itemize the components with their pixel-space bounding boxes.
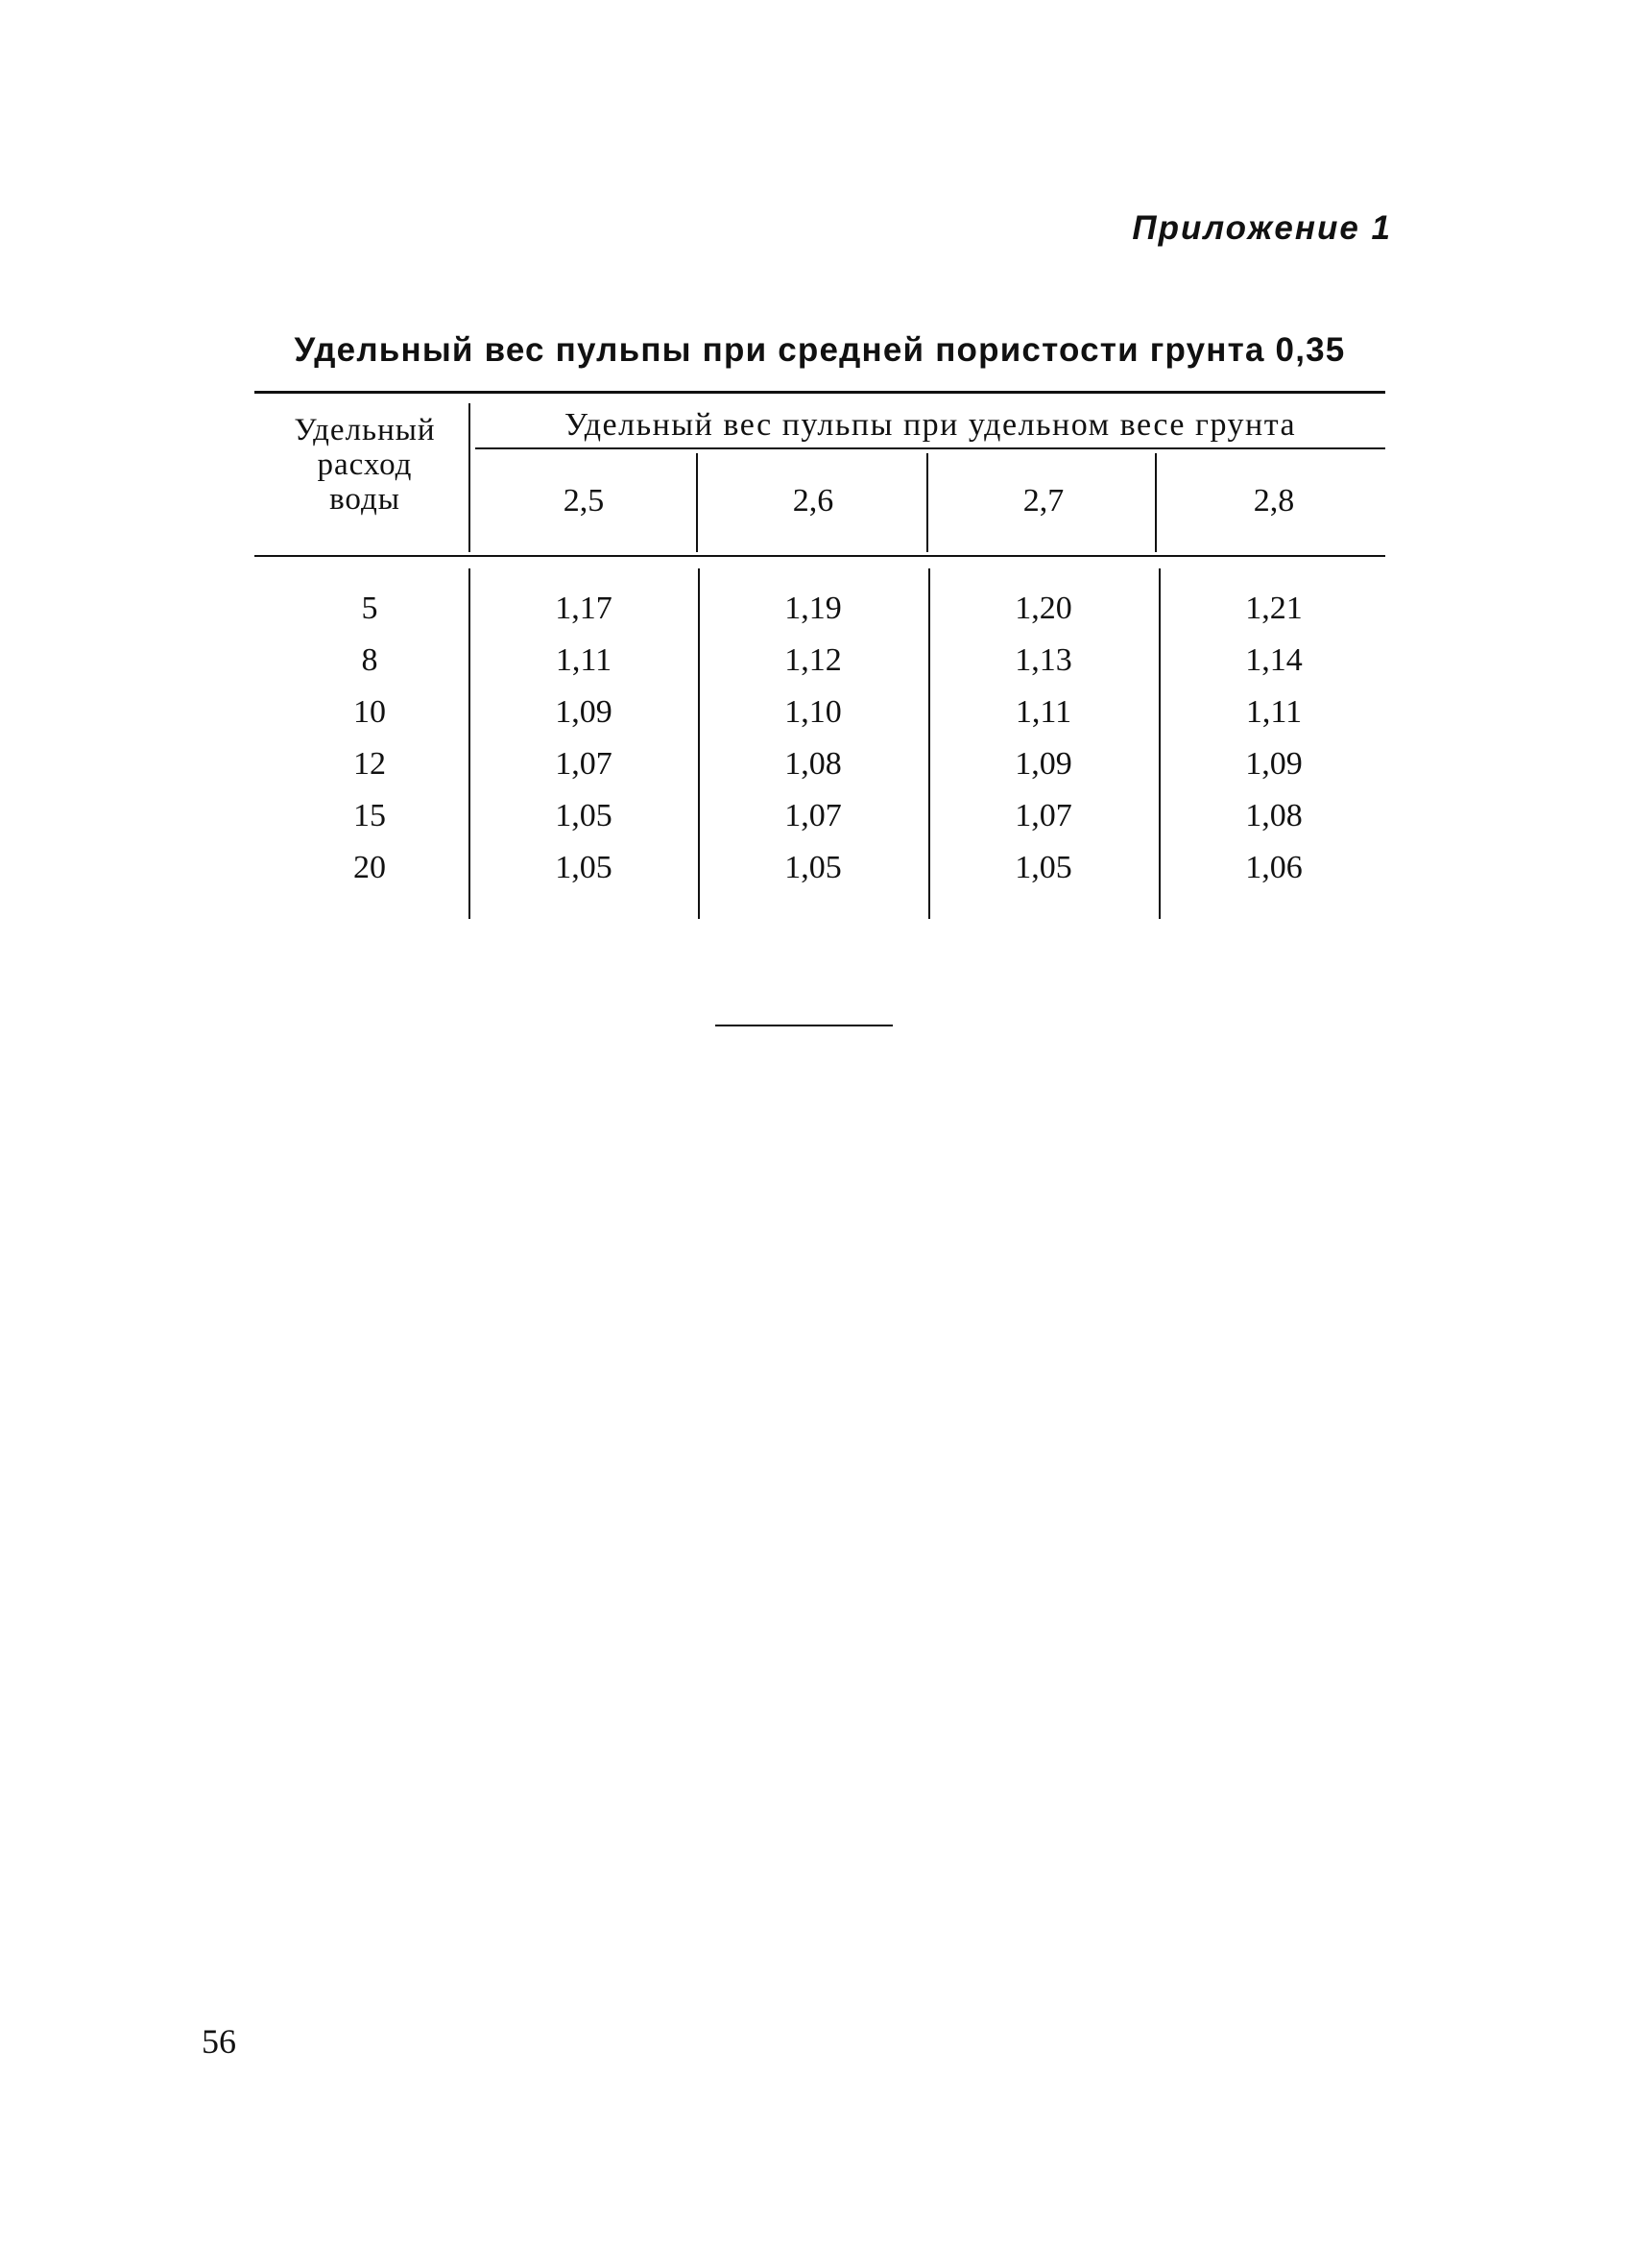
table-cell: 1,20	[1015, 591, 1072, 626]
table-cell: 1,08	[784, 746, 842, 782]
row-label: 10	[353, 694, 386, 730]
header-bottom-rule	[254, 555, 1385, 557]
appendix-label: Приложение 1	[1132, 209, 1392, 247]
table-cell: 1,07	[784, 798, 842, 833]
table-cell: 1,11	[1245, 694, 1303, 730]
row-label: 12	[353, 746, 386, 782]
table-cell: 1,07	[1015, 798, 1072, 833]
table-cell: 1,06	[1245, 850, 1303, 885]
table-cell: 1,05	[1015, 850, 1072, 885]
table-cell: 1,09	[555, 694, 612, 730]
table-cell: 1,19	[784, 591, 842, 626]
table-cell: 1,05	[555, 798, 612, 833]
table-cell: 1,10	[784, 694, 842, 730]
table-cell: 1,05	[555, 850, 612, 885]
table-top-rule	[254, 391, 1385, 394]
table-cell: 1,11	[1015, 694, 1072, 730]
column-header-3: 2,7	[1022, 483, 1065, 519]
row-header-line-3: воды	[329, 482, 400, 517]
table-cell: 1,17	[555, 591, 612, 626]
column-header-2: 2,6	[792, 483, 834, 519]
table-cell: 1,13	[1015, 642, 1072, 678]
row-label: 15	[353, 798, 386, 833]
table-cell: 1,12	[784, 642, 842, 678]
section-end-divider	[715, 1025, 893, 1026]
row-header-line-1: Удельный	[294, 413, 436, 447]
page-number: 56	[202, 2022, 236, 2061]
table-cell: 1,11	[555, 642, 612, 678]
row-label: 8	[361, 642, 378, 678]
table-cell: 1,09	[1245, 746, 1303, 782]
table-cell: 1,07	[555, 746, 612, 782]
table-cell: 1,14	[1245, 642, 1303, 678]
group-header-underline	[475, 447, 1385, 449]
row-header-line-2: расход	[317, 447, 413, 482]
table-title: Удельный вес пульпы при средней пористости грунта 0,35	[294, 331, 1346, 369]
row-header	[254, 413, 475, 517]
table-cell: 1,21	[1245, 591, 1303, 626]
row-label: 20	[353, 850, 386, 885]
column-header-4: 2,8	[1253, 483, 1295, 519]
table-cell: 1,05	[784, 850, 842, 885]
table-cell: 1,09	[1015, 746, 1072, 782]
table-cell: 1,08	[1245, 798, 1303, 833]
column-header-1: 2,5	[563, 483, 605, 519]
group-header: Удельный вес пульпы при удельном весе грунта	[564, 407, 1297, 443]
row-label: 5	[361, 591, 378, 626]
